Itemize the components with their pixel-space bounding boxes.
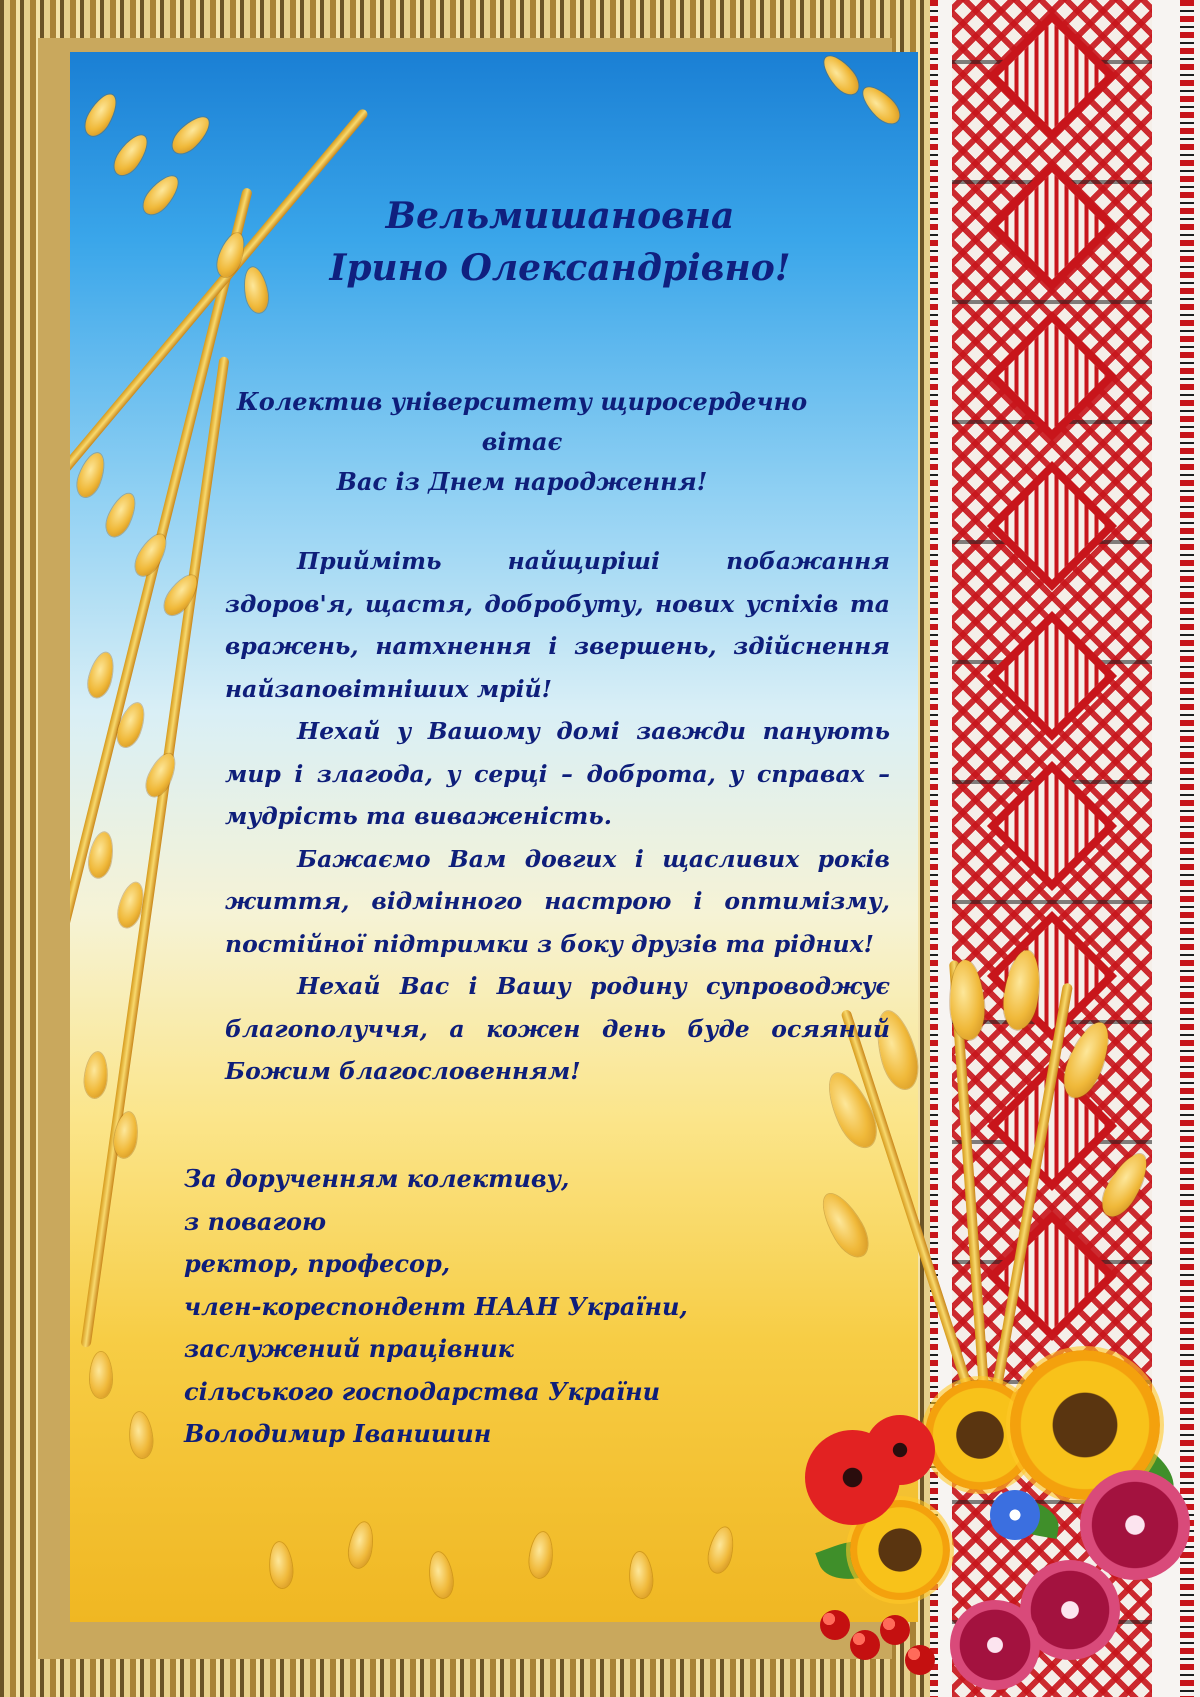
- mallow-flower: [1080, 1470, 1190, 1580]
- wheat-ear: [109, 130, 153, 180]
- mallow-flower: [950, 1600, 1040, 1690]
- signature-line: член-кореспондент НААН України,: [184, 1291, 688, 1321]
- wheat-ear: [346, 1520, 376, 1569]
- wheat-ear: [268, 1541, 294, 1589]
- wheat-ear: [83, 1051, 109, 1099]
- viburnum-berry: [880, 1615, 910, 1645]
- wheat-ear: [818, 52, 864, 100]
- wheat-ear: [241, 265, 271, 314]
- wheat-ear: [80, 90, 122, 141]
- wheat-ear: [857, 81, 905, 129]
- greeting-line: Колектив університету щиросердечно вітає: [236, 387, 808, 456]
- wheat-ear: [167, 111, 215, 159]
- wishes-body: [225, 540, 890, 1093]
- addressee-title: [300, 190, 820, 294]
- wish-paragraph: Нехай Вас і Вашу родину супроводжує благополуччя, а кожен день буде осяяний Божим благословенням!: [225, 972, 890, 1085]
- wheat-ear: [705, 1525, 736, 1575]
- wish-paragraph: Нехай у Вашому домі завжди панують мир і злагода, у серці – доброта, у справах – мудрість та виваженість.: [225, 717, 890, 830]
- cornflower: [990, 1490, 1040, 1540]
- greeting-intro: [222, 382, 822, 502]
- signature-line: ректор, професор,: [184, 1249, 451, 1278]
- wheat-ear: [628, 1551, 653, 1598]
- signature-name: Володимир Іванишин: [184, 1419, 492, 1448]
- viburnum-berry: [820, 1610, 850, 1640]
- signature-line: заслужений працівник: [184, 1334, 514, 1363]
- viburnum-berry: [905, 1645, 935, 1675]
- towel-border-right: [1180, 0, 1194, 1697]
- wheat-ear: [427, 1551, 455, 1600]
- wheat-ear: [128, 1411, 154, 1459]
- title-line: Вельмишановна: [385, 195, 735, 237]
- wish-paragraph: Бажаємо Вам довгих і щасливих років життя, відмінного настрою і оптимізму, постійної підтримки з боку друзів та рідних!: [225, 844, 890, 958]
- wheat-ear: [101, 490, 140, 541]
- wheat-ear: [84, 650, 117, 700]
- signature-line: За дорученням колективу,: [184, 1164, 570, 1193]
- poppy-flower: [865, 1415, 935, 1485]
- signature-line: з повагою: [184, 1206, 326, 1236]
- wheat-ear: [528, 1531, 555, 1579]
- signature-line: сільського господарства України: [184, 1376, 661, 1406]
- title-line: Ірино Олександрівно!: [329, 247, 791, 289]
- wheat-ear: [90, 1352, 112, 1398]
- wish-paragraph: Прийміть найщиріші побажання здоров'я, щастя, добробуту, нових успіхів та вражень, натхнення і звершень, здійснення найзаповітніших мрій!: [225, 547, 890, 703]
- greeting-line: Вас із Днем народження!: [336, 467, 708, 496]
- signature-block: [184, 1158, 804, 1456]
- wheat-ear: [141, 750, 180, 801]
- wheat-ear: [138, 170, 184, 219]
- viburnum-berry: [850, 1630, 880, 1660]
